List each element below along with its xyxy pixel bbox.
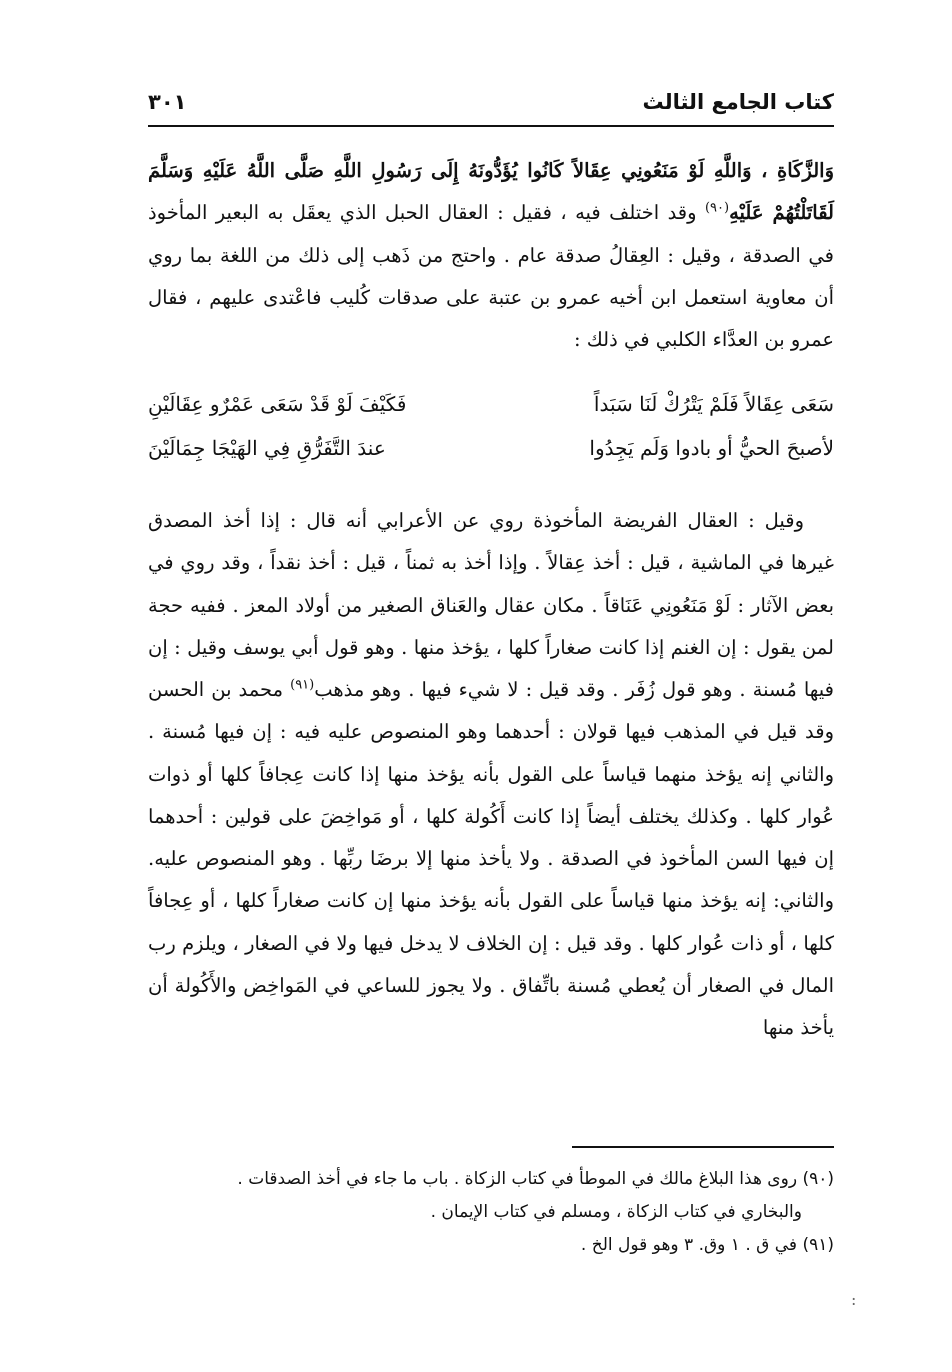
verse-1 [148, 392, 834, 436]
footnote-91-label: (٩١) [802, 1235, 834, 1255]
footnotes [148, 1163, 834, 1262]
poetry-block [148, 392, 834, 480]
footnote-90-label: (٩٠) [802, 1169, 834, 1189]
footnote-91-text: في ق . ١ وق. ٣ وهو قول الخ . [580, 1235, 803, 1255]
footnote-ref-91: (٩١) [290, 677, 315, 693]
verse-2 [148, 436, 834, 480]
running-header [148, 84, 834, 124]
paragraph-1 [148, 150, 834, 361]
main-text-block-2 [148, 500, 834, 1049]
paragraph-2 [148, 500, 834, 1049]
paragraph-1-text: وقد اختلف فيه ، فقيل : العقال الحبل الذي يعقَل به البعير المأخوذ في الصدقة ، وقيل : العِقالُ صدقة عام . واحتج من ذَهب إلى ذلك من اللغة بما روي أن معاوية استعمل ابن أخيه عمرو بن عتبة على صدقات كُليب فاعْتدى عليهم ، فقال عمرو بن العدَّاء الكلبي في ذلك : [148, 201, 834, 352]
main-text-block-1 [148, 150, 834, 361]
footnote-separator [572, 1146, 834, 1148]
footnote-ref-90: (٩٠) [704, 200, 730, 216]
page-mark: : [851, 1290, 857, 1309]
footnote-90 [148, 1163, 834, 1196]
hadith-quote: وَالزَّكَاةِ ، وَاللَّهِ لَوْ مَنَعُونِي عِقَالاً كَانُوا يُؤَدُّونَهُ إِلَى رَسُولِ اللَّهِ صَلَّى اللَّهُ عَلَيْهِ وَسَلَّمَ لَقَاتَلْتُهُمْ عَلَيْهِ [148, 159, 834, 225]
footnote-90-text: روى هذا البلاغ مالك في الموطأ في كتاب الزكاة . باب ما جاء في أخذ الصدقات . [237, 1169, 803, 1189]
paragraph-2-text-cont: محمد بن الحسن وقد قيل في المذهب فيها قولان : أحدهما وهو المنصوص عليه فيه : إن فيها مُسنة . والثاني إنه يؤخذ منهما قياساً على القول بأنه يؤخذ منها إذا كانت عِجافاً كلها أو ذوات عُوار كلها . وكذلك يختلف أيضاً إذا كانت أَكُولة كلها ، أو مَواخِضَ على قولين : أحدهما إن فيها السن المأخوذ في الصدقة . ولا يأخذ منها إلا برضَا ربِّها . وهو المنصوص عليه. والثاني: إنه يؤخذ منها قياساً على القول بأنه يؤخذ منها إن كانت صغاراً كلها ، أو عِجافاً كلها ، أو ذات عُوار كلها . وقد قيل : إن الخلاف لا يدخل فيها ولا في الصغار ، ويلزم رب المال في الصغار أن يُعطي مُسنة باتِّفاق . ولا يجوز للساعي في المَواخِض والأَكُولة أن يأخذ منها [148, 678, 834, 1039]
verse-1-first-hemistich: سَعَى عِقَالاً فَلَمْ يَتْرُكْ لَنَا سَبَداً [593, 392, 834, 416]
book-title: كتاب الجامع الثالث [642, 90, 834, 114]
header-rule [148, 125, 834, 127]
verse-2-first-hemistich: لأصبحَ الحيُّ أو بادوا وَلَم يَجِدُوا [589, 436, 834, 460]
footnote-91 [148, 1229, 834, 1262]
page-number: ٣٠١ [148, 90, 187, 114]
footnote-90-continuation: والبخاري في كتاب الزكاة ، ومسلم في كتاب الإيمان . [430, 1202, 802, 1222]
paragraph-2-text: وقيل : العقال الفريضة المأخوذة روي عن الأعرابي أنه قال : إذا أخذ المصدق غيرها في الماشية ، قيل : أخذ عِقالاً . وإذا أخذ به ثمناً ، قيل : أخذ نقداً ، وقد روي في بعض الآثار : لَوْ مَنَعُونِي عَنَاقاً . مكان عقال والعَناق الصغير من أولاد المعز . ففيه حجة لمن يقول : إن الغنم إذا كانت صغاراً كلها ، يؤخذ منها . وهو قول أبي يوسف وقيل : إن فيها مُسنة . وهو قول زُفَر . وقد قيل : لا شيء فيها . وهو مذهب [148, 509, 834, 701]
verse-1-second-hemistich: فَكَيْفَ لَوْ قَدْ سَعَى عَمْرٌو عِقَالَيْنِ [148, 392, 407, 416]
verse-2-second-hemistich: عندَ التَّفَرُّقِ فِي الهَيْجَا جِمَالَيْنَ [148, 436, 386, 460]
